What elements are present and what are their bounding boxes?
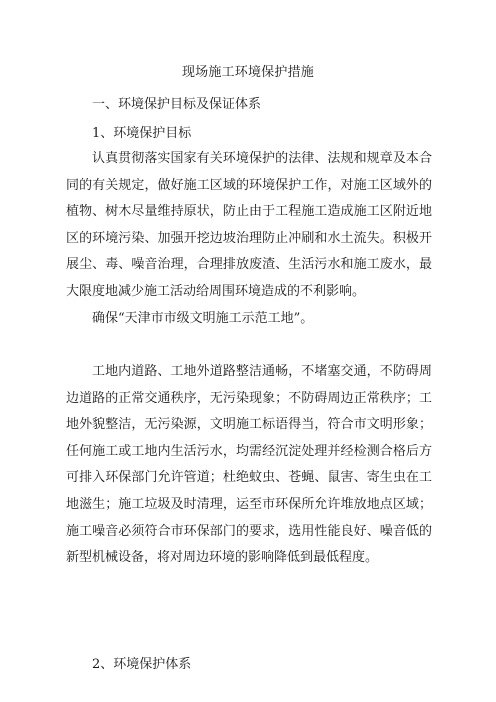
subsection-heading: 1、环境保护目标 <box>92 126 192 141</box>
document-title: 现场施工环境保护措施 <box>181 65 314 80</box>
subsection-heading-2: 2、环境保护体系 <box>92 657 192 672</box>
section-heading: 一、环境保护目标及保证体系 <box>92 97 262 112</box>
paragraph-target: 确保“天津市市级文明施工示范工地”。 <box>92 311 314 326</box>
paragraph-requirements: 工地内道路、工地外道路整洁通畅，不堵塞交通，不防碍周边道路的正常交通秩序，无污染现象；不防碍周边正常秩序；工地外貌整洁，无污染源，文明施工标语得当，符合市文明形象；任何施工或工地内生活污水，均需经沉淀处理并经检测合格后方可排入环保部门允许管道；杜绝蚊虫、苍蝇、鼠害、寄生虫在工地滋生；施工垃圾及时清理，运至市环保所允许堆放地点区域；施工噪音必须符合市环保部门的要求，选用性能良好、噪音低的新型机械设备，将对周边环境的影响降低到最低程度。 <box>66 364 432 566</box>
paragraph-goals: 认真贯彻落实国家有关环境保护的法律、法规和规章及本合同的有关规定，做好施工区域的环境保护工作，对施工区域外的植物、树木尽量维持原状，防止由于工程施工造成施工区附近地区的环境污染、加强开挖边坡治理防止冲刷和水土流失。积极开展尘、毒、噪音治理，合理排放废渣、生活污水和施工废水，最大限度地减少施工活动给周围环境造成的不利影响。 <box>66 151 432 299</box>
